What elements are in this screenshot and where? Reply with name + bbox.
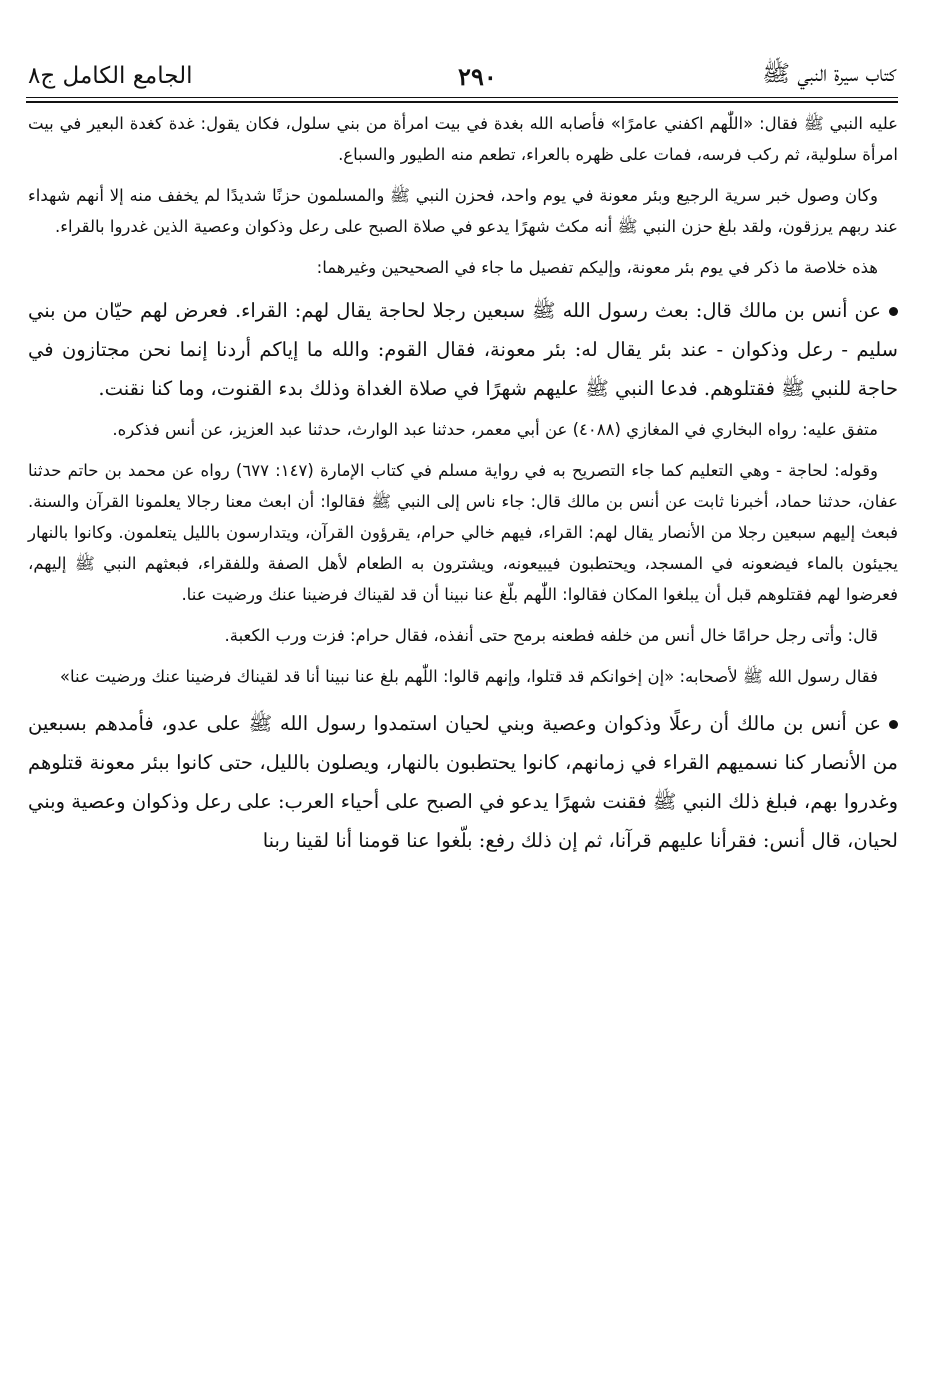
paragraph-2: وكان وصول خبر سرية الرجيع وبئر معونة في يوم واحد، فحزن النبي ﷺ والمسلمون حزنًا شديدًا لم يخفف منه إلا أنهم شهداء عند ربهم يرزقون، ولقد بلغ حزن النبي ﷺ أنه مكث شهرًا يدعو في صلاة الصبح على رعل وذكوان وعصية الذين غدروا بالقراء. — [28, 186, 898, 236]
header-rule-thin — [26, 97, 898, 98]
page-body — [28, 108, 898, 860]
hadith-2 — [28, 704, 898, 860]
paragraph-1: عليه النبي ﷺ فقال: «اللّٰهم اكفني عامرًا» فأصابه الله بغدة في بيت امرأة من بني سلول، فكان يقول: غدة كغدة البعير في بيت امرأة سلولية، ثم ركب فرسه، فمات على ظهره بالعراء، تطعم منه الطيور والسباع. — [28, 114, 898, 164]
paragraph-commentary: وقوله: لحاجة - وهي التعليم كما جاء التصريح به في رواية مسلم في كتاب الإمارة (١٤٧: ٦٧٧) رواه عن محمد بن حاتم حدثنا عفان، حدثنا حماد، أخبرنا ثابت عن أنس بن مالك قال: جاء ناس إلى النبي ﷺ فقالوا: أن ابعث معنا رجالا يعلمونا القرآن والسنة. فبعث إليهم سبعين رجلا من الأنصار يقال لهم: القراء، فيهم خالي حرام، يقرؤون القرآن، ويتدارسون بالليل يتعلمون. وكانوا بالنهار يجيئون بالماء فيضعونه في المسجد، ويحتطبون فيبيعونه، ويشترون به الطعام لأهل الصفة وللفقراء، فبعثهم النبي ﷺ إليهم، فعرضوا لهم فقتلوهم قبل أن يبلغوا المكان فقالوا: اللّٰهم بلّغ عنا نبينا أن قد لقيناك فرضينا عنك ورضيت عنا. — [28, 461, 898, 604]
book-title: كتاب سيرة النبي ﷺ — [762, 61, 896, 87]
header-rule-thick — [26, 101, 898, 103]
page-number: ٢٩٠ — [458, 61, 497, 91]
bullet-icon — [889, 720, 898, 729]
volume-title: الجامع الكامل ج٨ — [28, 63, 193, 89]
hadith-2-text: عن أنس بن مالك أن رعلًا وذكوان وعصية وبني لحيان استمدوا رسول الله ﷺ على عدو، فأمدهم بسبعين من الأنصار كنا نسميهم القراء في زمانهم، كانوا يحتطبون بالنهار، ويصلون بالليل، حتى كانوا ببئر معونة قتلوهم وغدروا بهم، فبلغ ذلك النبي ﷺ فقنت شهرًا يدعو في الصبح على أحياء العرب: على رعل وذكوان وعصية وبني لحيان، قال أنس: فقرأنا عليهم قرآنا، ثم إن ذلك رفع: بلّغوا عنا قومنا أنا لقينا ربنا — [28, 712, 898, 852]
running-header — [28, 58, 896, 94]
paragraph-prophet-saying: فقال رسول الله ﷺ لأصحابه: «إن إخوانكم قد قتلوا، وإنهم قالوا: اللّٰهم بلغ عنا نبينا أنا قد لقيناك فرضينا عنك ورضيت عنا» — [59, 667, 878, 686]
hadith-1 — [28, 291, 898, 408]
bullet-icon — [889, 307, 898, 316]
takhrij-1: متفق عليه: رواه البخاري في المغازي (٤٠٨٨) عن أبي معمر، حدثنا عبد الوارث، حدثنا عبد العزيز، عن أنس فذكره. — [112, 420, 878, 439]
hadith-1-text: عن أنس بن مالك قال: بعث رسول الله ﷺ سبعين رجلا لحاجة يقال لهم: القراء. فعرض لهم حيّان من بني سليم - رعل وذكوان - عند بئر يقال له: بئر معونة، فقال القوم: والله ما إياكم أردنا إنما نحن مجتازون في حاجة للنبي ﷺ فقتلوهم. فدعا النبي ﷺ عليهم شهرًا في صلاة الغداة وذلك بدء القنوت، وما كنا نقنت. — [28, 299, 898, 400]
paragraph-3: هذه خلاصة ما ذكر في يوم بئر معونة، وإليكم تفصيل ما جاء في الصحيحين وغيرهما: — [316, 258, 878, 277]
paragraph-haram: قال: وأتى رجل حرامًا خال أنس من خلفه فطعنه برمح حتى أنفذه، فقال حرام: فزت ورب الكعبة. — [224, 626, 878, 645]
